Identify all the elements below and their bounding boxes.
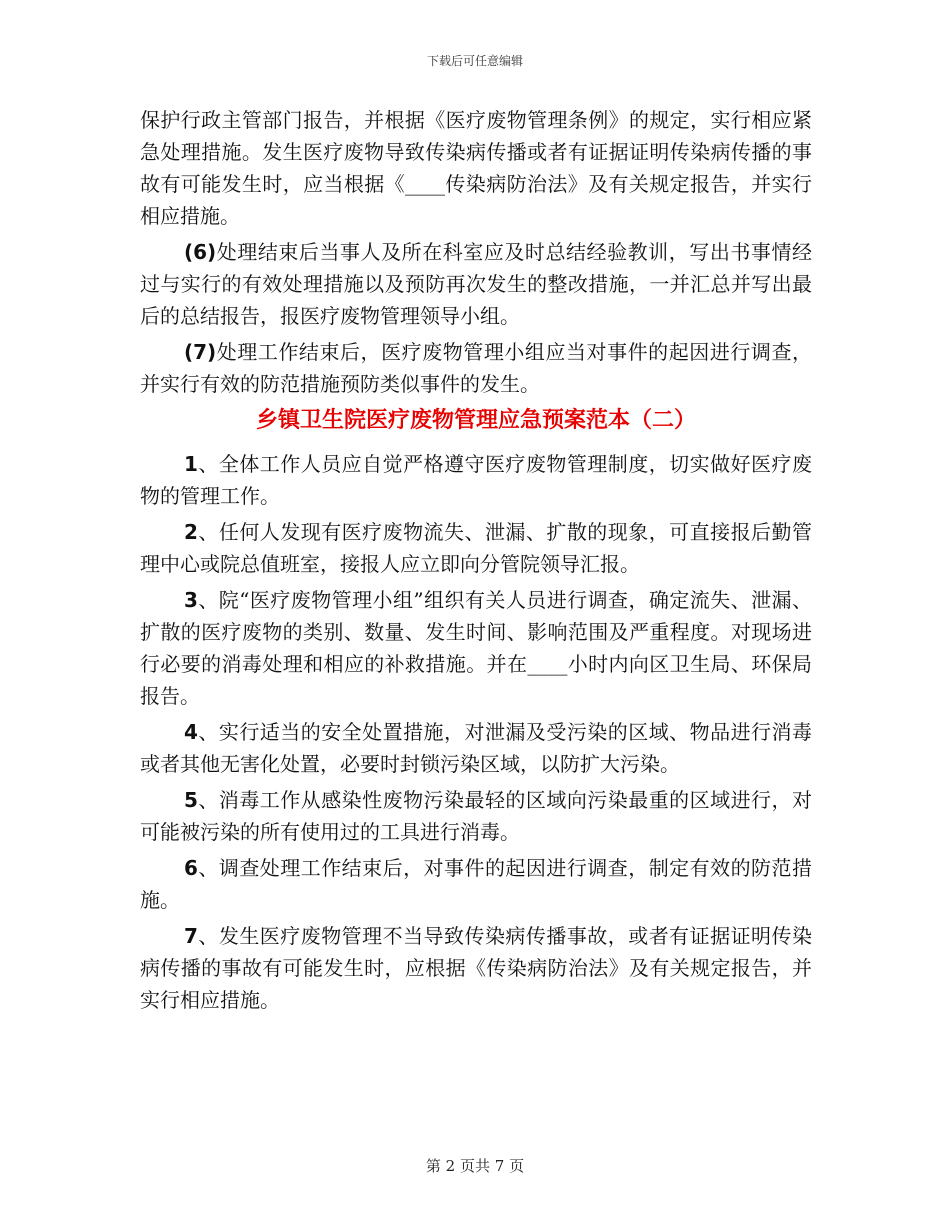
item-text: 、消毒工作从感染性废物污染最轻的区域向污染最重的区域进行，对可能被污染的所有使用过的工具进行消毒。 — [140, 788, 812, 844]
item-text: 处理工作结束后，医疗废物管理小组应当对事件的起因进行调查，并实行有效的防范措施预防类似事件的发生。 — [140, 340, 812, 396]
item-number: (6) — [184, 240, 217, 264]
section-title: 乡镇卫生院医疗废物管理应急预案范本（二） — [255, 408, 696, 433]
item-number: (7) — [184, 340, 217, 364]
list-item — [140, 236, 812, 332]
list-item — [140, 852, 812, 916]
item-number: 1 — [184, 452, 198, 476]
page-number: 第 2 页共 7 页 — [425, 1157, 525, 1175]
item-number: 6 — [184, 856, 198, 880]
list-item — [140, 920, 812, 1016]
list-item — [140, 516, 812, 580]
item-text: 、调查处理工作结束后，对事件的起因进行调查，制定有效的防范措施。 — [140, 856, 812, 912]
item-number: 4 — [184, 720, 198, 744]
item-number: 2 — [184, 520, 198, 544]
item-number: 5 — [184, 788, 198, 812]
list-item — [140, 784, 812, 848]
item-text: 、全体工作人员应自觉严格遵守医疗废物管理制度，切实做好医疗废物的管理工作。 — [140, 452, 812, 508]
item-text: 处理结束后当事人及所在科室应及时总结经验教训，写出书事情经过与实行的有效处理措施以及预防再次发生的整改措施，一并汇总并写出最后的总结报告，报医疗废物管理领导小组。 — [140, 240, 812, 328]
item-text: 、任何人发现有医疗废物流失、泄漏、扩散的现象，可直接报后勤管理中心或院总值班室，接报人应立即向分管院领导汇报。 — [140, 520, 812, 576]
item-number: 7 — [184, 924, 198, 948]
list-item — [140, 716, 812, 780]
header-note: 下载后可任意编辑 — [426, 54, 523, 68]
list-item — [140, 584, 812, 712]
continuation-paragraph: 保护行政主管部门报告，并根据《医疗废物管理条例》的规定，实行相应紧急处理措施。发生医疗废物导致传染病传播或者有证据证明传染病传播的事故有可能发生时，应当根据《____传染病防治法》及有关规定报告，并实行相应措施。 — [140, 108, 812, 228]
list-item — [140, 448, 812, 512]
document-body — [140, 104, 812, 1020]
list-item — [140, 336, 812, 400]
item-number: 3 — [184, 588, 198, 612]
item-text: 、发生医疗废物管理不当导致传染病传播事故，或者有证据证明传染病传播的事故有可能发生时，应根据《传染病防治法》及有关规定报告，并实行相应措施。 — [140, 924, 812, 1012]
item-text: 、实行适当的安全处置措施，对泄漏及受污染的区域、物品进行消毒或者其他无害化处置，必要时封锁污染区域，以防扩大污染。 — [140, 720, 812, 776]
item-text: 、院“医疗废物管理小组”组织有关人员进行调查，确定流失、泄漏、扩散的医疗废物的类别、数量、发生时间、影响范围及严重程度。对现场进行必要的消毒处理和相应的补救措施。并在____小时内向区卫生局、环保局报告。 — [140, 588, 812, 708]
